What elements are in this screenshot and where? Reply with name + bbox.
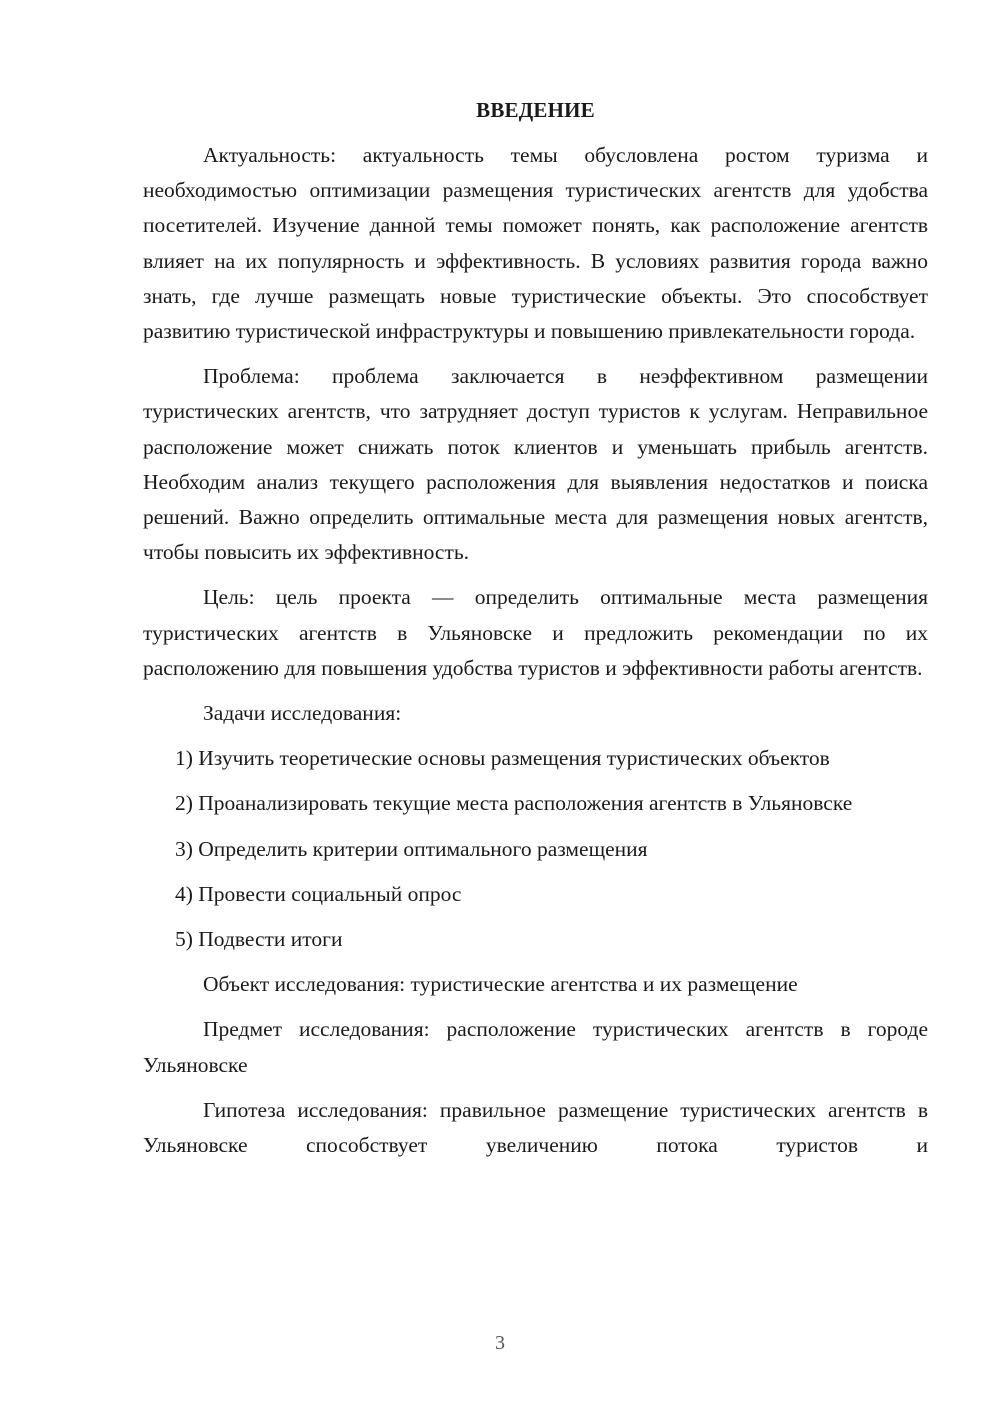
task-item: 1) Изучить теоретические основы размещения туристических объектов bbox=[175, 746, 830, 771]
goal-paragraph: Цель: цель проекта — определить оптимальные места размещения туристических агентств в Ульяновске и предложить рекомендации по их расположению для повышения удобства туристов и эффективности работы агентств. bbox=[143, 585, 928, 680]
problem-paragraph: Проблема: проблема заключается в неэффективном размещении туристических агентств, что затрудняет доступ туристов к услугам. Неправильное расположение может снижать поток клиентов и уменьшать прибыль агентств. Необходим анализ текущего расположения для выявления недостатков и поиска решений. Важно определить оптимальные места для размещения новых агентств, чтобы повысить их эффективность. bbox=[143, 364, 928, 565]
task-item: 2) Проанализировать текущие места расположения агентств в Ульяновске bbox=[175, 791, 853, 816]
tasks-heading: Задачи исследования: bbox=[203, 701, 402, 726]
object-paragraph: Объект исследования: туристические агентства и их размещение bbox=[203, 972, 798, 997]
page-content bbox=[143, 95, 928, 1173]
page-title: ВВЕДЕНИЕ bbox=[476, 98, 595, 122]
hypothesis-paragraph: Гипотеза исследования: правильное размещение туристических агентств в Ульяновске способствует увеличению потока туристов и bbox=[143, 1097, 928, 1158]
task-item: 3) Определить критерии оптимального размещения bbox=[175, 836, 648, 861]
page-number: 3 bbox=[495, 1332, 505, 1354]
task-item: 5) Подвести итоги bbox=[175, 927, 343, 952]
relevance-paragraph: Актуальность: актуальность темы обусловлена ростом туризма и необходимостью оптимизации размещения туристических агентств для удобства посетителей. Изучение данной темы поможет понять, как расположение агентств влияет на их популярность и эффективность. В условиях развития города важно знать, где лучше размещать новые туристические объекты. Это способствует развитию туристической инфраструктуры и повышению привлекательности города. bbox=[143, 143, 928, 344]
subject-paragraph: Предмет исследования: расположение туристических агентств в городе Ульяновске bbox=[143, 1017, 928, 1077]
task-item: 4) Провести социальный опрос bbox=[175, 881, 462, 906]
